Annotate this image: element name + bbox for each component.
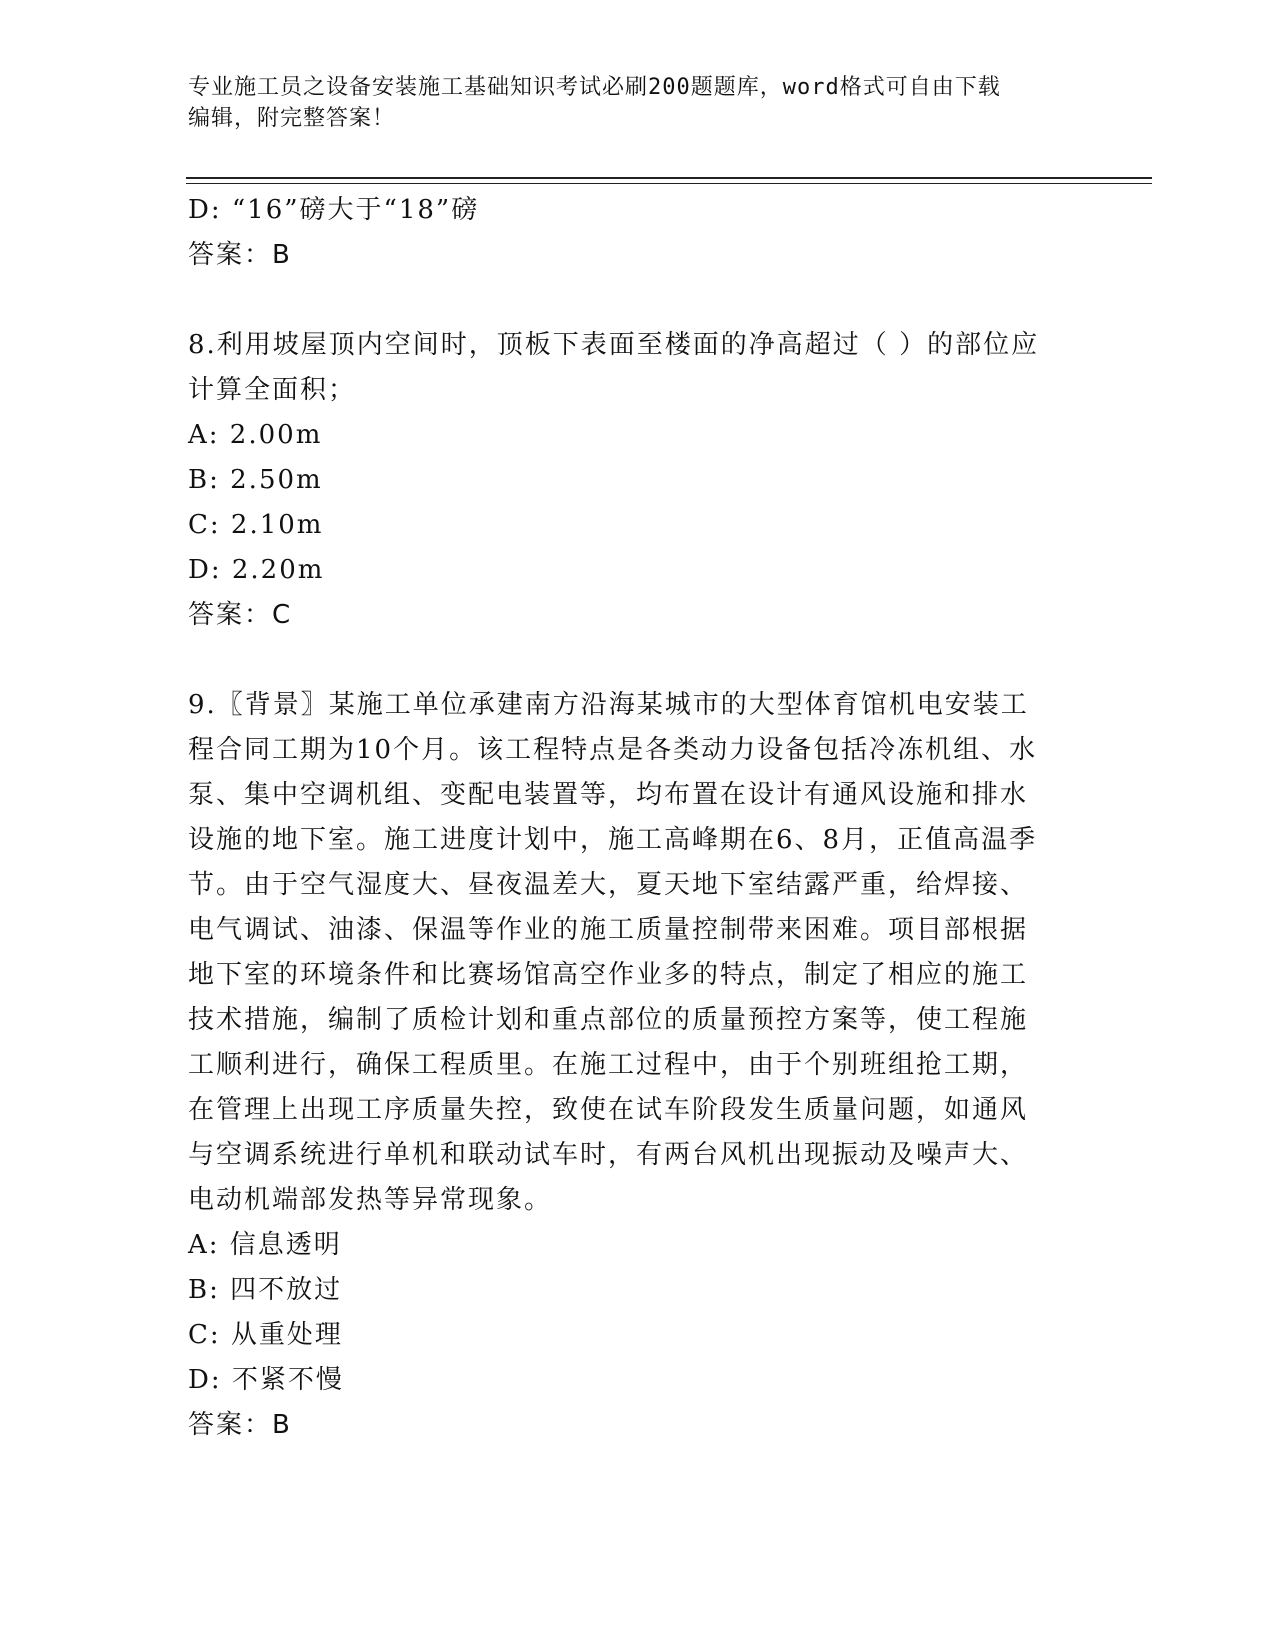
q9-stem-line-11: 与空调系统进行单机和联动试车时，有两台风机出现振动及噪声大、 [188, 1140, 1029, 1170]
q9-option-b: B: 四不放过 [188, 1275, 343, 1305]
q9-option-c: C: 从重处理 [188, 1320, 343, 1350]
spacer [188, 278, 1088, 323]
q7-option-d: D: “16”磅大于“18”磅 [188, 195, 480, 225]
q9-stem-line-4: 设施的地下室。施工进度计划中，施工高峰期在6、8月，正值高温季 [188, 825, 1038, 855]
q9-option-d: D: 不紧不慢 [188, 1365, 344, 1395]
q9-stem-line-2: 程合同工期为10个月。该工程特点是各类动力设备包括冷冻机组、水 [188, 735, 1038, 765]
q8-stem-line-2: 计算全面积； [188, 375, 357, 405]
document-body [188, 188, 1088, 1448]
q9-stem-line-8: 技术措施，编制了质检计划和重点部位的质量预控方案等，使工程施 [188, 1005, 1029, 1035]
header-divider-thick [186, 177, 1152, 179]
q9-answer: 答案：B [188, 1410, 292, 1440]
q9-stem-line-7: 地下室的环境条件和比赛场馆高空作业多的特点，制定了相应的施工 [188, 960, 1029, 990]
q9-stem-line-1: 9.〖背景〗某施工单位承建南方沿海某城市的大型体育馆机电安装工 [188, 690, 1029, 720]
q9-stem-line-10: 在管理上出现工序质量失控，致使在试车阶段发生质量问题，如通风 [188, 1095, 1029, 1125]
spacer [188, 638, 1088, 683]
q8-option-a: A: 2.00m [188, 420, 323, 450]
q8-option-b: B: 2.50m [188, 465, 323, 495]
header-line-1: 专业施工员之设备安装施工基础知识考试必刷200题题库，word格式可自由下载 [188, 75, 1001, 100]
q9-stem-line-6: 电气调试、油漆、保温等作业的施工质量控制带来困难。项目部根据 [188, 915, 1029, 945]
document-header [188, 72, 1088, 134]
header-line-2: 编辑，附完整答案！ [188, 106, 396, 131]
q7-answer: 答案：B [188, 240, 292, 270]
q8-option-c: C: 2.10m [188, 510, 324, 540]
q9-stem-line-12: 电动机端部发热等异常现象。 [188, 1185, 553, 1215]
q9-option-a: A: 信息透明 [188, 1230, 342, 1260]
q8-option-d: D: 2.20m [188, 555, 325, 585]
q9-stem-line-9: 工顺利进行，确保工程质里。在施工过程中，由于个别班组抢工期， [188, 1050, 1029, 1080]
q9-stem-line-3: 泵、集中空调机组、变配电装置等，均布置在设计有通风设施和排水 [188, 780, 1029, 810]
header-divider-thin [186, 183, 1152, 184]
q9-stem-line-5: 节。由于空气湿度大、昼夜温差大，夏天地下室结露严重，给焊接、 [188, 870, 1029, 900]
q8-answer: 答案：C [188, 600, 293, 630]
q8-stem-line-1: 8.利用坡屋顶内空间时，顶板下表面至楼面的净高超过（ ）的部位应 [188, 330, 1040, 360]
